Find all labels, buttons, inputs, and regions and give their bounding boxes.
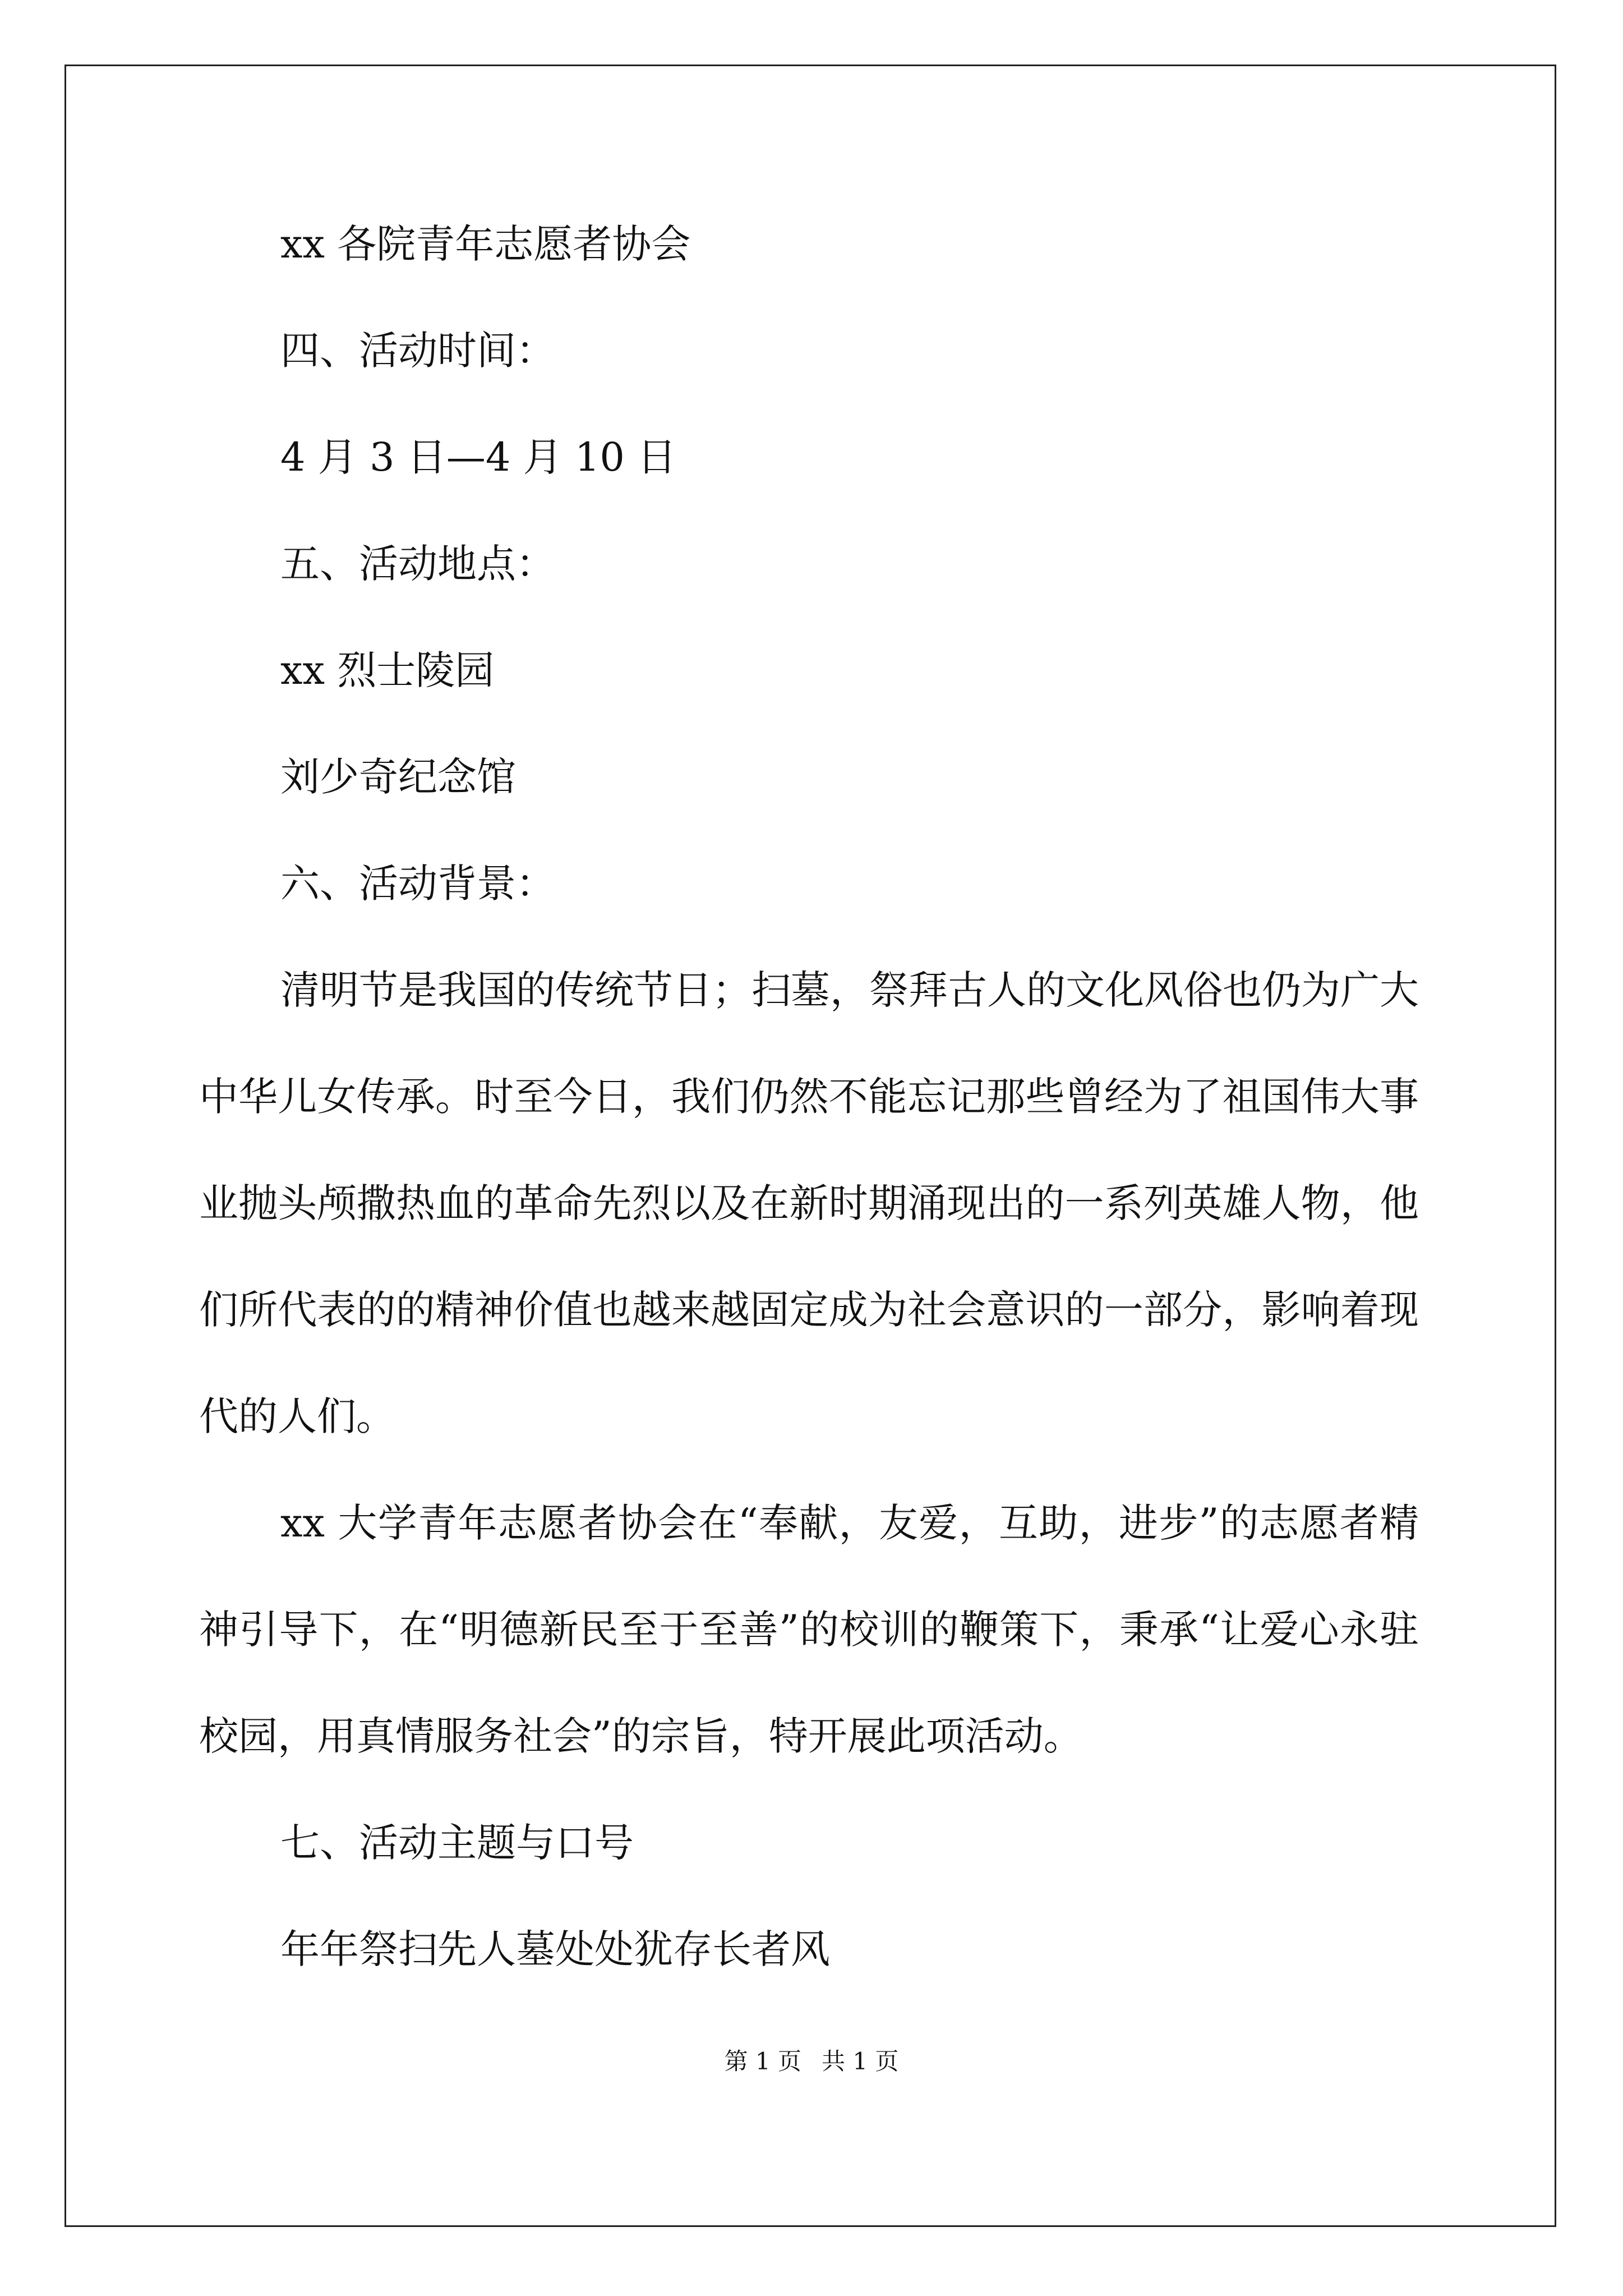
association-paragraph: xx 大学青年志愿者协会在“奉献，友爱，互助，进步”的志愿者精神引导下，在“明德新民至于至善”的校训的鞭策下，秉承“让爱心永驻校园，用真情服务社会”的宗旨，特开展此项活动。: [199, 1500, 1419, 1759]
location-memorial-hall: 刘少奇纪念馆: [280, 754, 516, 800]
section-heading-background: 六、活动背景：: [280, 861, 555, 907]
page-footer: [0, 2045, 1623, 2078]
document-body: [199, 219, 1419, 2031]
organizer-line: xx 各院青年志愿者协会: [280, 221, 691, 267]
slogan-line: 年年祭扫先人墓处处犹存长者风: [280, 1926, 830, 1972]
section-heading-time: 四、活动时间：: [280, 328, 555, 374]
location-cemetery: xx 烈士陵园: [280, 647, 495, 693]
section-heading-theme: 七、活动主题与口号: [280, 1820, 634, 1866]
activity-dates: 4 月 3 日—4 月 10 日: [280, 434, 677, 480]
section-heading-location: 五、活动地点：: [280, 541, 555, 587]
page-total: 共 1 页: [822, 2047, 899, 2075]
background-paragraph: 清明节是我国的传统节日；扫墓，祭拜古人的文化风俗也仍为广大中华儿女传承。时至今日，我们仍然不能忘记那些曾经为了祖国伟大事业抛头颅撒热血的革命先烈以及在新时期涌现出的一系列英雄人物，他们所代表的的精神价值也越来越固定成为社会意识的一部分，影响着现代的人们。: [199, 967, 1419, 1439]
page-number: 第 1 页: [724, 2047, 801, 2075]
